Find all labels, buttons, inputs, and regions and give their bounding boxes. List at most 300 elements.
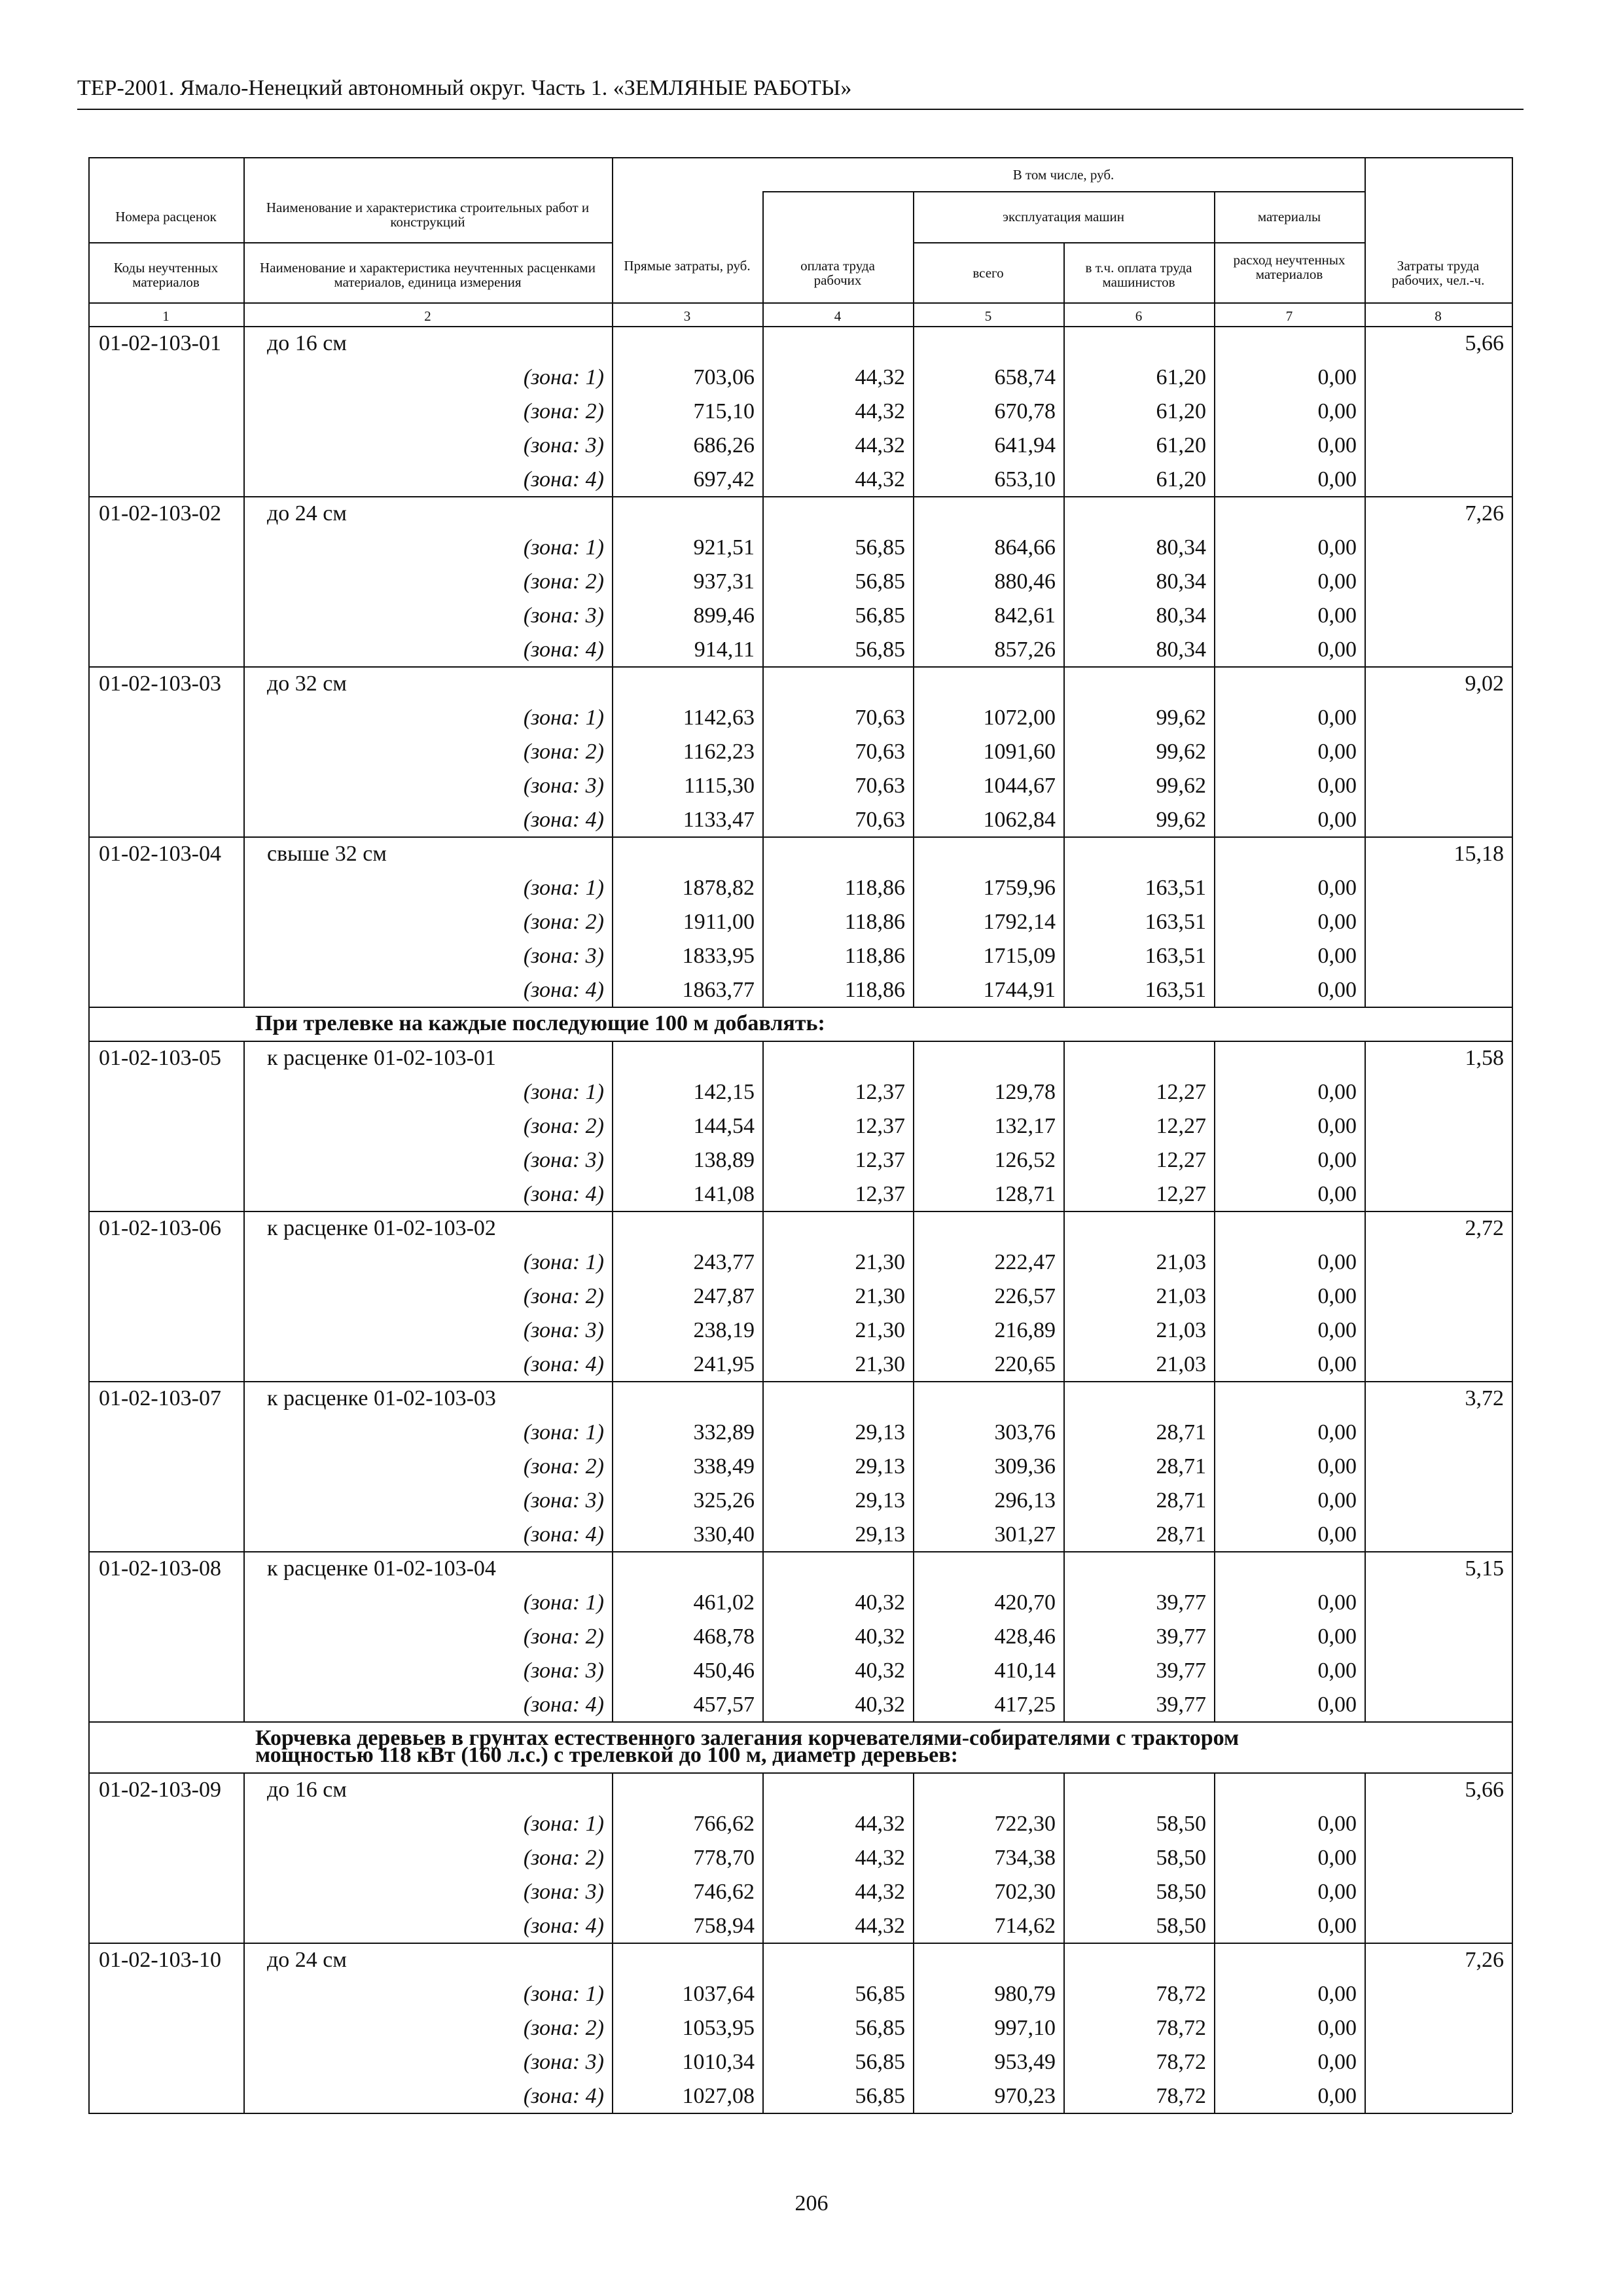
- cost-value: 702,30: [994, 1880, 1056, 1904]
- cost-value: 0,00: [1317, 467, 1357, 492]
- cost-value: 56,85: [855, 569, 905, 594]
- cost-value: 78,72: [1156, 2050, 1206, 2074]
- cost-value: 0,00: [1317, 569, 1357, 594]
- cost-value: 296,13: [994, 1488, 1056, 1513]
- column-rule: [243, 1772, 245, 2113]
- cost-value: 118,86: [844, 978, 905, 1002]
- cost-value: 70,63: [855, 808, 905, 832]
- rate-code: 01-02-103-09: [99, 1778, 221, 1802]
- cost-value: 78,72: [1156, 2016, 1206, 2040]
- cost-value: 980,79: [994, 1982, 1056, 2006]
- item-bottom-rule: [88, 1007, 1512, 1008]
- cost-value: 0,00: [1317, 1880, 1357, 1904]
- cost-value: 0,00: [1317, 774, 1357, 798]
- cost-value: 80,34: [1156, 535, 1206, 560]
- header-machines: эксплуатация машин: [1003, 209, 1124, 224]
- cost-value: 29,13: [855, 1522, 905, 1547]
- column-rule: [1063, 242, 1065, 326]
- zone-label: (зона: 4): [523, 1182, 604, 1206]
- cost-value: 450,46: [693, 1659, 755, 1683]
- cost-value: 1162,23: [683, 740, 755, 764]
- column-rule: [243, 157, 245, 326]
- cost-value: 118,86: [844, 910, 905, 934]
- cost-value: 56,85: [855, 637, 905, 662]
- cost-value: 142,15: [693, 1080, 755, 1104]
- cost-value: 163,51: [1145, 876, 1206, 900]
- cost-value: 0,00: [1317, 978, 1357, 1002]
- rate-code: 01-02-103-03: [99, 672, 221, 696]
- cost-value: 1027,08: [682, 2084, 755, 2108]
- zone-label: (зона: 2): [523, 910, 604, 934]
- cost-value: 39,77: [1156, 1659, 1206, 1683]
- cost-value: 241,95: [693, 1352, 755, 1376]
- zone-label: (зона: 1): [523, 1812, 604, 1836]
- item-bottom-rule: [88, 1551, 1512, 1552]
- cost-value: 12,27: [1156, 1114, 1206, 1138]
- cost-value: 61,20: [1156, 467, 1206, 492]
- cost-value: 0,00: [1317, 1659, 1357, 1683]
- cost-value: 70,63: [855, 706, 905, 730]
- zone-label: (зона: 1): [523, 365, 604, 389]
- header-materials: материалы: [1257, 209, 1321, 224]
- cost-value: 1062,84: [983, 808, 1056, 832]
- header-machinist-pay: в т.ч. оплата труда машинистов: [1085, 260, 1192, 291]
- rate-name: к расценке 01-02-103-03: [267, 1386, 496, 1410]
- column-rule: [913, 326, 914, 1007]
- cost-value: 457,57: [693, 1693, 755, 1717]
- materials-header-rule: [1214, 242, 1364, 243]
- cost-value: 1142,63: [683, 706, 755, 730]
- rate-name: до 24 см: [267, 501, 347, 526]
- zone-label: (зона: 3): [523, 2050, 604, 2074]
- header-labor-costs: Затраты труда рабочих, чел.-ч.: [1391, 258, 1485, 289]
- cost-value: 58,50: [1156, 1846, 1206, 1870]
- cost-value: 40,32: [855, 1624, 905, 1649]
- cost-value: 44,32: [855, 433, 905, 457]
- cost-value: 410,14: [994, 1659, 1056, 1683]
- cost-value: 70,63: [855, 740, 905, 764]
- rate-code: 01-02-103-08: [99, 1556, 221, 1581]
- cost-value: 243,77: [693, 1250, 755, 1274]
- cost-value: 163,51: [1145, 944, 1206, 968]
- zone-label: (зона: 3): [523, 1148, 604, 1172]
- zone-label: (зона: 4): [523, 978, 604, 1002]
- header-worker-pay: оплата труда рабочих: [800, 258, 875, 289]
- cost-value: 163,51: [1145, 910, 1206, 934]
- cost-value: 997,10: [994, 2016, 1056, 2040]
- column-rule: [612, 1041, 613, 1721]
- cost-value: 21,03: [1156, 1352, 1206, 1376]
- rate-name: к расценке 01-02-103-02: [267, 1216, 496, 1240]
- cost-value: 309,36: [994, 1454, 1056, 1479]
- cost-value: 1878,82: [682, 876, 755, 900]
- cost-value: 0,00: [1317, 1488, 1357, 1513]
- column-rule: [612, 157, 613, 326]
- cost-value: 29,13: [855, 1488, 905, 1513]
- cost-value: 420,70: [994, 1590, 1056, 1615]
- cost-value: 21,30: [855, 1284, 905, 1308]
- cost-value: 61,20: [1156, 433, 1206, 457]
- zone-label: (зона: 1): [523, 535, 604, 560]
- page-number: 206: [794, 2191, 829, 2215]
- cost-value: 703,06: [693, 365, 755, 389]
- cost-value: 126,52: [994, 1148, 1056, 1172]
- zone-label: (зона: 1): [523, 1420, 604, 1444]
- cost-value: 56,85: [855, 2016, 905, 2040]
- zone-label: (зона: 3): [523, 944, 604, 968]
- header-unaccounted-materials: расход неучтенных материалов: [1233, 252, 1346, 283]
- cost-value: 641,94: [994, 433, 1056, 457]
- rate-name: свыше 32 см: [267, 842, 387, 866]
- cost-value: 301,27: [994, 1522, 1056, 1547]
- header-machines-total: всего: [972, 265, 1004, 281]
- rate-name: к расценке 01-02-103-04: [267, 1556, 496, 1581]
- cost-value: 1044,67: [983, 774, 1056, 798]
- cost-value: 0,00: [1317, 535, 1357, 560]
- column-rule: [1364, 1772, 1366, 2113]
- rate-code: 01-02-103-10: [99, 1948, 221, 1972]
- cost-value: 44,32: [855, 467, 905, 492]
- cost-value: 132,17: [994, 1114, 1056, 1138]
- cost-value: 56,85: [855, 2050, 905, 2074]
- cost-value: 0,00: [1317, 1114, 1357, 1138]
- cost-value: 0,00: [1317, 1284, 1357, 1308]
- cost-value: 44,32: [855, 365, 905, 389]
- cost-value: 715,10: [693, 399, 755, 423]
- cost-value: 128,71: [994, 1182, 1056, 1206]
- group-header-rule: [762, 191, 1364, 192]
- cost-value: 1911,00: [683, 910, 755, 934]
- table-top-rule: [88, 157, 1512, 158]
- column-rule: [913, 191, 914, 326]
- cost-value: 0,00: [1317, 1914, 1357, 1938]
- cost-value: 21,30: [855, 1250, 905, 1274]
- rate-code: 01-02-103-05: [99, 1046, 221, 1070]
- cost-value: 21,03: [1156, 1318, 1206, 1342]
- cost-value: 1010,34: [682, 2050, 755, 2074]
- cost-value: 953,49: [994, 2050, 1056, 2074]
- cost-value: 118,86: [844, 876, 905, 900]
- cost-value: 12,27: [1156, 1080, 1206, 1104]
- cost-value: 0,00: [1317, 876, 1357, 900]
- zone-label: (зона: 1): [523, 1250, 604, 1274]
- column-rule: [1364, 326, 1366, 1007]
- column-numbers-rule: [88, 326, 1512, 327]
- cost-value: 330,40: [693, 1522, 755, 1547]
- cost-value: 80,34: [1156, 603, 1206, 628]
- cost-value: 0,00: [1317, 2084, 1357, 2108]
- cost-value: 746,62: [693, 1880, 755, 1904]
- cost-value: 0,00: [1317, 365, 1357, 389]
- column-rule: [1512, 157, 1513, 326]
- column-rule: [913, 1041, 914, 1721]
- cost-value: 28,71: [1156, 1420, 1206, 1444]
- zone-label: (зона: 1): [523, 706, 604, 730]
- cost-value: 722,30: [994, 1812, 1056, 1836]
- zone-label: (зона: 4): [523, 637, 604, 662]
- header-including-group: В том числе, руб.: [1012, 167, 1115, 183]
- cost-value: 28,71: [1156, 1488, 1206, 1513]
- header-materials-codes: Коды неучтенных материалов: [113, 260, 219, 291]
- item-bottom-rule: [88, 496, 1512, 497]
- cost-value: 40,32: [855, 1590, 905, 1615]
- cost-value: 0,00: [1317, 2050, 1357, 2074]
- cost-value: 0,00: [1317, 637, 1357, 662]
- cost-value: 44,32: [855, 399, 905, 423]
- column-rule: [1364, 157, 1366, 326]
- document-title: ТЕР-2001. Ямало-Ненецкий автономный округ. Часть 1. «ЗЕМЛЯНЫЕ РАБОТЫ»: [77, 76, 852, 100]
- cost-value: 12,27: [1156, 1182, 1206, 1206]
- zone-label: (зона: 4): [523, 2084, 604, 2108]
- cost-value: 0,00: [1317, 1590, 1357, 1615]
- cost-value: 1133,47: [683, 808, 755, 832]
- cost-value: 12,37: [855, 1148, 905, 1172]
- cost-value: 0,00: [1317, 1812, 1357, 1836]
- zone-label: (зона: 2): [523, 2016, 604, 2040]
- zone-label: (зона: 2): [523, 1114, 604, 1138]
- item-bottom-rule: [88, 666, 1512, 668]
- section-heading: мощностью 118 кВт (160 л.с.) с трелевкой до 100 м, диаметр деревьев:: [255, 1743, 958, 1767]
- cost-value: 78,72: [1156, 1982, 1206, 2006]
- cost-value: 247,87: [693, 1284, 755, 1308]
- cost-value: 0,00: [1317, 740, 1357, 764]
- section-heading: Корчевка деревьев в грунтах естественного залегания корчевателями-собирателями с трактором: [255, 1726, 1240, 1750]
- cost-value: 0,00: [1317, 1454, 1357, 1479]
- cost-value: 226,57: [994, 1284, 1056, 1308]
- cost-value: 0,00: [1317, 2016, 1357, 2040]
- zone-label: (зона: 2): [523, 1284, 604, 1308]
- cost-value: 0,00: [1317, 910, 1357, 934]
- cost-value: 0,00: [1317, 944, 1357, 968]
- cost-value: 0,00: [1317, 1982, 1357, 2006]
- item-bottom-rule: [88, 836, 1512, 838]
- cost-value: 0,00: [1317, 1182, 1357, 1206]
- cost-value: 1792,14: [983, 910, 1056, 934]
- cost-value: 1833,95: [682, 944, 755, 968]
- labor-costs-value: 3,72: [1465, 1386, 1504, 1410]
- header-rates-number: Номера расценок: [115, 209, 217, 224]
- cost-value: 778,70: [693, 1846, 755, 1870]
- cost-value: 238,19: [693, 1318, 755, 1342]
- section-heading: При трелевке на каждые последующие 100 м добавлять:: [255, 1011, 825, 1035]
- labor-costs-value: 5,66: [1465, 1778, 1504, 1802]
- column-rule: [913, 1772, 914, 2113]
- cost-value: 39,77: [1156, 1590, 1206, 1615]
- column-rule: [762, 1041, 764, 1721]
- header-direct-costs: Прямые затраты, руб.: [624, 258, 751, 274]
- zone-label: (зона: 1): [523, 1982, 604, 2006]
- header-column-number: 5: [984, 308, 992, 324]
- cost-value: 417,25: [994, 1693, 1056, 1717]
- item-bottom-rule: [88, 1211, 1512, 1212]
- cost-value: 0,00: [1317, 1318, 1357, 1342]
- zone-label: (зона: 4): [523, 1522, 604, 1547]
- cost-value: 0,00: [1317, 706, 1357, 730]
- cost-value: 80,34: [1156, 637, 1206, 662]
- column-rule: [762, 1772, 764, 2113]
- labor-costs-value: 5,66: [1465, 331, 1504, 355]
- cost-value: 842,61: [994, 603, 1056, 628]
- header-column-number: 8: [1435, 308, 1442, 324]
- zone-label: (зона: 2): [523, 1454, 604, 1479]
- cost-value: 0,00: [1317, 1624, 1357, 1649]
- column-rule: [762, 326, 764, 1007]
- name-header-rule: [88, 242, 612, 243]
- cost-value: 12,37: [855, 1114, 905, 1138]
- cost-value: 216,89: [994, 1318, 1056, 1342]
- cost-value: 0,00: [1317, 1080, 1357, 1104]
- cost-value: 56,85: [855, 535, 905, 560]
- item-bottom-rule: [88, 1381, 1512, 1382]
- cost-value: 0,00: [1317, 1420, 1357, 1444]
- rate-code: 01-02-103-06: [99, 1216, 221, 1240]
- zone-label: (зона: 3): [523, 603, 604, 628]
- cost-value: 428,46: [994, 1624, 1056, 1649]
- cost-value: 40,32: [855, 1693, 905, 1717]
- zone-label: (зона: 3): [523, 774, 604, 798]
- cost-value: 0,00: [1317, 1148, 1357, 1172]
- cost-value: 0,00: [1317, 433, 1357, 457]
- cost-value: 734,38: [994, 1846, 1056, 1870]
- column-rule: [612, 1772, 613, 2113]
- cost-value: 21,30: [855, 1352, 905, 1376]
- cost-value: 0,00: [1317, 1352, 1357, 1376]
- zone-label: (зона: 1): [523, 1080, 604, 1104]
- cost-value: 338,49: [693, 1454, 755, 1479]
- item-bottom-rule: [88, 1943, 1512, 1944]
- cost-value: 970,23: [994, 2084, 1056, 2108]
- header-column-number: 7: [1285, 308, 1293, 324]
- cost-value: 44,32: [855, 1812, 905, 1836]
- header-column-number: 4: [834, 308, 842, 324]
- cost-value: 864,66: [994, 535, 1056, 560]
- zone-label: (зона: 3): [523, 1880, 604, 1904]
- cost-value: 40,32: [855, 1659, 905, 1683]
- cost-value: 44,32: [855, 1914, 905, 1938]
- rate-code: 01-02-103-04: [99, 842, 221, 866]
- cost-value: 653,10: [994, 467, 1056, 492]
- cost-value: 914,11: [694, 637, 755, 662]
- cost-value: 80,34: [1156, 569, 1206, 594]
- zone-label: (зона: 4): [523, 808, 604, 832]
- cost-value: 325,26: [693, 1488, 755, 1513]
- table-left-edge: [88, 326, 90, 2113]
- header-column-number: 6: [1135, 308, 1143, 324]
- cost-value: 58,50: [1156, 1812, 1206, 1836]
- rate-name: до 24 см: [267, 1948, 347, 1972]
- column-rule: [88, 157, 90, 326]
- cost-value: 0,00: [1317, 1522, 1357, 1547]
- item-bottom-rule: [88, 2113, 1512, 2114]
- header-bottom-rule: [88, 302, 1512, 304]
- column-rule: [1214, 326, 1215, 1007]
- labor-costs-value: 7,26: [1465, 501, 1504, 526]
- zone-label: (зона: 1): [523, 1590, 604, 1615]
- cost-value: 880,46: [994, 569, 1056, 594]
- cost-value: 1091,60: [983, 740, 1056, 764]
- cost-value: 0,00: [1317, 1250, 1357, 1274]
- labor-costs-value: 9,02: [1465, 672, 1504, 696]
- cost-value: 1037,64: [682, 1982, 755, 2006]
- cost-value: 58,50: [1156, 1914, 1206, 1938]
- cost-value: 56,85: [855, 1982, 905, 2006]
- cost-value: 0,00: [1317, 1693, 1357, 1717]
- cost-value: 44,32: [855, 1880, 905, 1904]
- column-rule: [1364, 1041, 1366, 1721]
- cost-value: 99,62: [1156, 706, 1206, 730]
- cost-value: 332,89: [693, 1420, 755, 1444]
- cost-value: 670,78: [994, 399, 1056, 423]
- cost-value: 220,65: [994, 1352, 1056, 1376]
- cost-value: 1715,09: [983, 944, 1056, 968]
- cost-value: 686,26: [693, 433, 755, 457]
- cost-value: 28,71: [1156, 1522, 1206, 1547]
- cost-value: 222,47: [994, 1250, 1056, 1274]
- cost-value: 99,62: [1156, 774, 1206, 798]
- cost-value: 1744,91: [983, 978, 1056, 1002]
- cost-value: 29,13: [855, 1454, 905, 1479]
- zone-label: (зона: 4): [523, 1914, 604, 1938]
- cost-value: 99,62: [1156, 808, 1206, 832]
- cost-value: 461,02: [693, 1590, 755, 1615]
- rate-name: до 32 см: [267, 672, 347, 696]
- cost-value: 697,42: [693, 467, 755, 492]
- zone-label: (зона: 4): [523, 467, 604, 492]
- rate-code: 01-02-103-02: [99, 501, 221, 526]
- cost-value: 141,08: [693, 1182, 755, 1206]
- labor-costs-value: 1,58: [1465, 1046, 1504, 1070]
- column-rule: [1214, 1041, 1215, 1721]
- cost-value: 766,62: [693, 1812, 755, 1836]
- zone-label: (зона: 3): [523, 433, 604, 457]
- labor-costs-value: 5,15: [1465, 1556, 1504, 1581]
- labor-costs-value: 15,18: [1454, 842, 1504, 866]
- header-column-number: 2: [424, 308, 431, 324]
- cost-value: 138,89: [693, 1148, 755, 1172]
- cost-value: 0,00: [1317, 603, 1357, 628]
- cost-value: 163,51: [1145, 978, 1206, 1002]
- zone-label: (зона: 2): [523, 1624, 604, 1649]
- zone-label: (зона: 4): [523, 1352, 604, 1376]
- column-rule: [1063, 326, 1065, 1007]
- cost-value: 12,27: [1156, 1148, 1206, 1172]
- zone-label: (зона: 2): [523, 740, 604, 764]
- column-rule: [1063, 1041, 1065, 1721]
- cost-value: 29,13: [855, 1420, 905, 1444]
- cost-value: 1863,77: [682, 978, 755, 1002]
- cost-value: 61,20: [1156, 399, 1206, 423]
- cost-value: 1072,00: [983, 706, 1056, 730]
- column-rule: [1214, 1772, 1215, 2113]
- column-rule: [243, 1041, 245, 1721]
- cost-value: 468,78: [693, 1624, 755, 1649]
- cost-value: 0,00: [1317, 808, 1357, 832]
- rate-name: до 16 см: [267, 331, 347, 355]
- cost-value: 70,63: [855, 774, 905, 798]
- column-rule: [612, 326, 613, 1007]
- cost-value: 129,78: [994, 1080, 1056, 1104]
- column-rule: [1214, 191, 1215, 326]
- cost-value: 21,03: [1156, 1284, 1206, 1308]
- section-bottom-rule: [88, 1772, 1512, 1774]
- rate-name: до 16 см: [267, 1778, 347, 1802]
- column-rule: [243, 326, 245, 1007]
- cost-value: 937,31: [693, 569, 755, 594]
- section-bottom-rule: [88, 1041, 1512, 1042]
- header-column-number: 3: [683, 308, 691, 324]
- zone-label: (зона: 1): [523, 876, 604, 900]
- zone-label: (зона: 2): [523, 399, 604, 423]
